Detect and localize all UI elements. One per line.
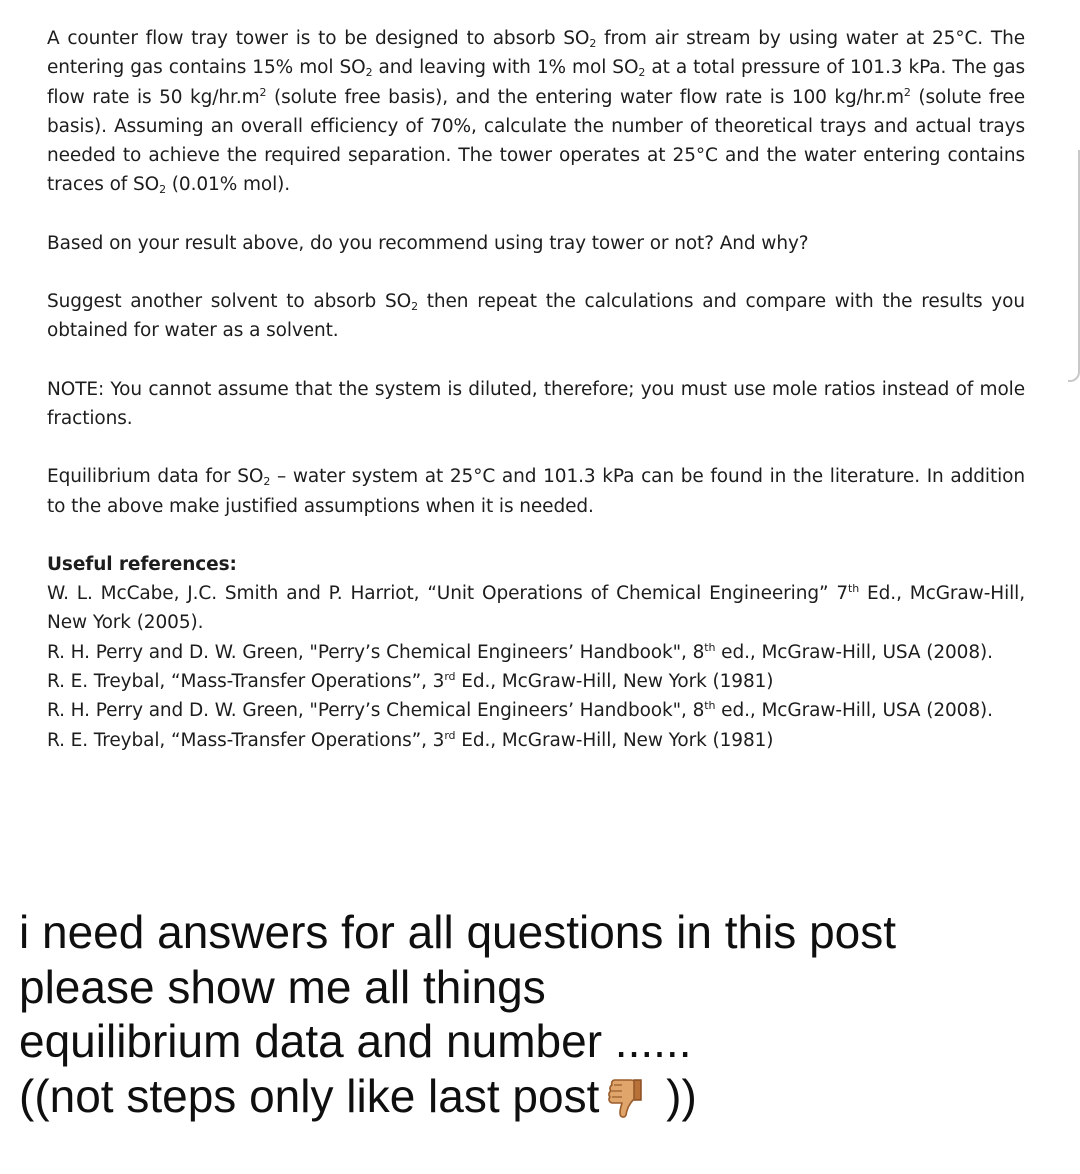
intro-text: and leaving with 1% mol SO <box>372 57 639 79</box>
superscript: th <box>704 640 716 654</box>
user-message-text: )) <box>653 1069 697 1122</box>
subscript: 2 <box>589 37 597 50</box>
intro-text: at a total pressure of 101.3 kPa. The gas flow rate is 50 kg/hr.m <box>47 57 1026 108</box>
reference-item <box>47 667 1025 696</box>
subscript: 2 <box>638 66 646 80</box>
references-heading: Useful references: <box>47 553 237 575</box>
reference-text: Ed., McGraw-Hill, New York (1981) <box>455 671 774 693</box>
reference-text: Ed., McGraw-Hill, New York (1981) <box>455 729 774 751</box>
superscript: th <box>704 699 716 713</box>
superscript: 2 <box>903 85 911 99</box>
references-list <box>47 579 1025 755</box>
solvent-text: Suggest another solvent to absorb SO <box>47 291 412 313</box>
user-message-line: equilibrium data and number ...... <box>19 1015 692 1067</box>
intro-text: A counter flow tray tower is to be designed to absorb SO <box>47 28 590 49</box>
equilibrium-text: – water system at 25°C and 101.3 kPa can be found in the literature. In addition to the above make justified assumptions when it is needed. <box>47 466 1025 517</box>
problem-intro <box>47 24 1025 200</box>
user-message-text: ((not steps only like last post <box>19 1069 600 1122</box>
question-solvent <box>47 287 1025 346</box>
subscript: 2 <box>365 66 373 80</box>
reference-item <box>47 638 1025 667</box>
user-message <box>19 905 1059 1123</box>
reference-text: R. H. Perry and D. W. Green, "Perry’s Chemical Engineers’ Handbook", 8 <box>47 700 705 722</box>
reference-text: ed., McGraw-Hill, USA (2008). <box>715 700 993 722</box>
reference-text: W. L. McCabe, J.C. Smith and P. Harriot, “Unit Operations of Chemical Engineering” 7 <box>47 583 849 605</box>
problem-document <box>47 24 1025 755</box>
reference-item <box>47 579 1025 638</box>
equilibrium-note <box>47 462 1025 521</box>
user-message-line <box>19 1069 1059 1124</box>
reference-item <box>47 726 1025 755</box>
intro-text: from air stream by using water at 25°C. The entering gas contains 15% mol SO <box>47 28 1025 79</box>
intro-text: (solute free basis), and the entering water flow rate is 100 kg/hr.m <box>266 86 904 108</box>
reference-text: R. E. Treybal, “Mass-Transfer Operations”, 3 <box>47 671 445 693</box>
superscript: rd <box>444 670 456 684</box>
reference-text: Ed., McGraw-Hill, New York (2005). <box>47 583 1025 634</box>
superscript: 2 <box>259 85 267 99</box>
question-recommend: Based on your result above, do you recommend using tray tower or not? And why? <box>47 232 809 254</box>
superscript: th <box>848 582 860 596</box>
equilibrium-text: Equilibrium data for SO <box>47 466 264 488</box>
intro-text: (solute free basis). Assuming an overall efficiency of 70%, calculate the number of theoretical trays and actual trays needed to achieve the required separation. The tower operates at 25°C and the water entering contains traces of SO <box>47 86 1025 196</box>
reference-text: R. E. Treybal, “Mass-Transfer Operations”, 3 <box>47 729 445 751</box>
subscript: 2 <box>263 475 271 489</box>
note: NOTE: You cannot assume that the system is diluted, therefore; you must use mole ratios instead of mole fractions. <box>47 378 1025 429</box>
thumbs-down-svg <box>605 1074 647 1120</box>
subscript: 2 <box>411 300 418 314</box>
solvent-text: then repeat the calculations and compare with the results you obtained for water as a solvent. <box>47 291 1025 342</box>
superscript: rd <box>444 728 456 742</box>
reference-text: R. H. Perry and D. W. Green, "Perry’s Chemical Engineers’ Handbook", 8 <box>47 641 705 663</box>
subscript: 2 <box>159 183 166 197</box>
reference-text: ed., McGraw-Hill, USA (2008). <box>715 641 993 663</box>
user-message-line: i need answers for all questions in this post <box>19 906 897 958</box>
intro-text: (0.01% mol). <box>166 174 291 196</box>
reference-item <box>47 696 1025 725</box>
user-message-line: please show me all things <box>19 960 546 1013</box>
scrollbar-edge[interactable] <box>1068 150 1080 382</box>
thumbs-down-icon <box>605 1074 647 1120</box>
